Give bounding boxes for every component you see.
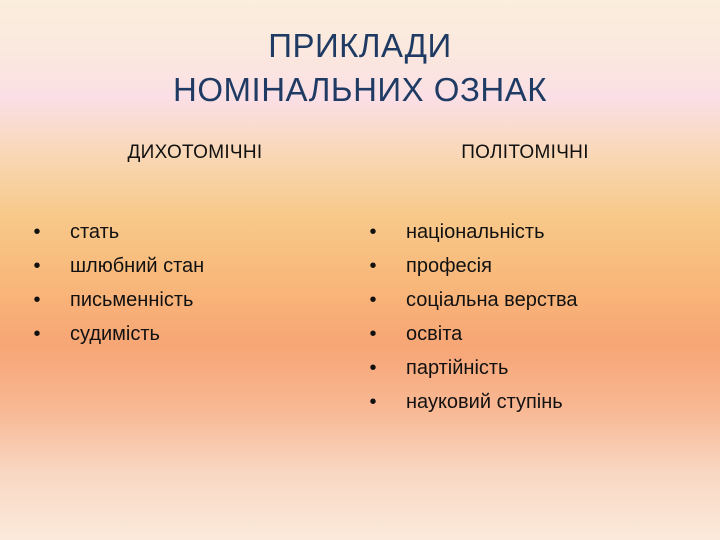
bullet-icon: • <box>369 323 377 345</box>
list-item-label: шлюбний стан <box>70 255 205 277</box>
right-bullet-list <box>366 218 578 422</box>
bullet-icon: • <box>33 221 41 243</box>
title-line-2: НОМІНАЛЬНИХ ОЗНАК <box>173 71 547 108</box>
left-column-heading: ДИХОТОМІЧНІ <box>127 142 263 163</box>
list-item <box>30 286 204 320</box>
list-item <box>30 320 204 354</box>
list-item-label: стать <box>70 221 120 243</box>
left-bullet-list <box>30 218 204 354</box>
list-item-label: національність <box>406 221 545 243</box>
title-line-1: ПРИКЛАДИ <box>268 27 452 64</box>
list-item-label: партійність <box>406 357 509 379</box>
list-item <box>366 286 578 320</box>
bullet-icon: • <box>369 391 377 413</box>
list-item <box>366 354 578 388</box>
bullet-icon: • <box>369 221 377 243</box>
slide-title <box>0 24 720 112</box>
list-item <box>366 320 578 354</box>
list-item-label: соціальна верства <box>406 289 578 311</box>
list-item-label: науковий ступінь <box>406 391 563 413</box>
bullet-icon: • <box>369 289 377 311</box>
list-item-label: освіта <box>406 323 463 345</box>
bullet-icon: • <box>33 289 41 311</box>
right-column-heading: ПОЛІТОМІЧНІ <box>461 142 589 163</box>
bullet-icon: • <box>33 255 41 277</box>
bullet-icon: • <box>369 255 377 277</box>
list-item <box>366 252 578 286</box>
list-item <box>30 218 204 252</box>
list-item <box>30 252 204 286</box>
list-item-label: професія <box>406 255 492 277</box>
bullet-icon: • <box>369 357 377 379</box>
bullet-icon: • <box>33 323 41 345</box>
list-item-label: судимість <box>70 323 160 345</box>
list-item-label: письменність <box>70 289 194 311</box>
list-item <box>366 218 578 252</box>
list-item <box>366 388 578 422</box>
